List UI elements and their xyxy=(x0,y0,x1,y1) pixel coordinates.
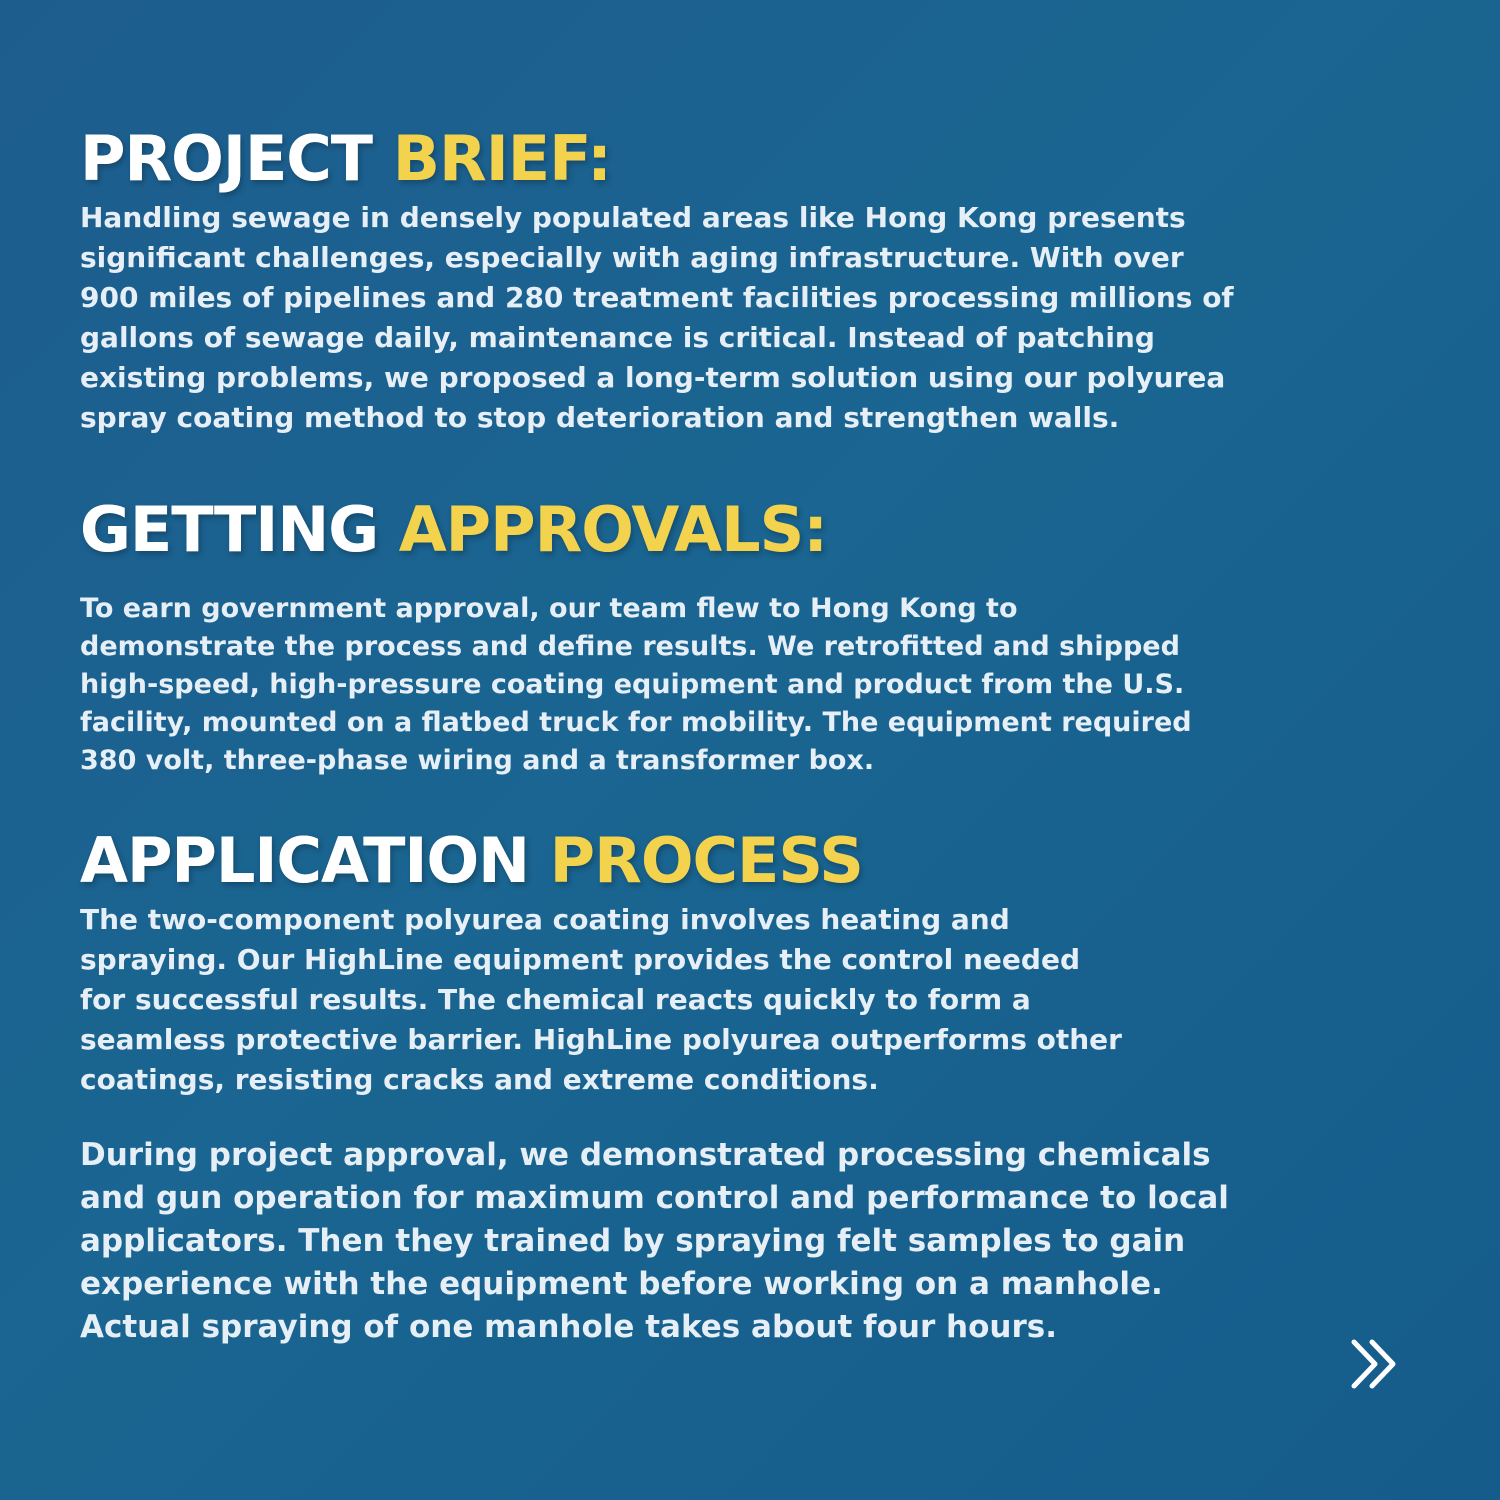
project-brief-heading xyxy=(80,122,1370,195)
text-line: 900 miles of pipelines and 280 treatment facilities processing millions of xyxy=(80,281,1234,314)
text-line: spraying. Our HighLine equipment provides the control needed xyxy=(80,943,1080,976)
heading-word-accent: PROCESS xyxy=(549,824,863,897)
application-process-text xyxy=(80,900,1370,1100)
text-line: high-speed, high-pressure coating equipment and product from the U.S. xyxy=(80,669,1185,700)
text-line: To earn government approval, our team flew to Hong Kong to xyxy=(80,593,1018,624)
text-line: spray coating method to stop deterioration and strengthen walls. xyxy=(80,401,1120,434)
text-line: coatings, resisting cracks and extreme conditions. xyxy=(80,1063,879,1096)
text-line: applicators. Then they trained by spraying felt samples to gain xyxy=(80,1223,1186,1259)
text-line: Actual spraying of one manhole takes about four hours. xyxy=(80,1309,1057,1345)
project-brief-text xyxy=(80,198,1370,438)
text-line: During project approval, we demonstrated processing chemicals xyxy=(80,1137,1211,1173)
training-paragraph xyxy=(80,1134,1380,1349)
application-process-section xyxy=(80,824,1370,1100)
double-chevron-right-icon xyxy=(1344,1334,1404,1394)
heading-word-primary: GETTING xyxy=(80,493,379,566)
text-line: existing problems, we proposed a long-term solution using our polyurea xyxy=(80,361,1226,394)
heading-word-accent: APPROVALS: xyxy=(398,493,828,566)
project-brief-section xyxy=(80,122,1370,438)
text-line: The two-component polyurea coating involves heating and xyxy=(80,903,1010,936)
text-line: demonstrate the process and define results. We retrofitted and shipped xyxy=(80,631,1180,662)
text-line: for successful results. The chemical reacts quickly to form a xyxy=(80,983,1031,1016)
heading-word-primary: PROJECT xyxy=(80,122,373,195)
text-line: 380 volt, three-phase wiring and a transformer box. xyxy=(80,745,875,776)
text-line: experience with the equipment before working on a manhole. xyxy=(80,1266,1163,1302)
text-line: and gun operation for maximum control and performance to local xyxy=(80,1180,1229,1216)
heading-word-accent: BRIEF: xyxy=(392,122,611,195)
getting-approvals-section xyxy=(80,493,1370,780)
application-process-heading xyxy=(80,824,1370,897)
text-line: significant challenges, especially with aging infrastructure. With over xyxy=(80,241,1184,274)
next-slide-button[interactable] xyxy=(1344,1334,1404,1394)
text-line: seamless protective barrier. HighLine polyurea outperforms other xyxy=(80,1023,1122,1056)
heading-word-primary: APPLICATION xyxy=(80,824,530,897)
text-line: facility, mounted on a flatbed truck for mobility. The equipment required xyxy=(80,707,1192,738)
getting-approvals-text xyxy=(80,590,1370,780)
text-line: gallons of sewage daily, maintenance is critical. Instead of patching xyxy=(80,321,1155,354)
getting-approvals-heading xyxy=(80,493,1370,566)
text-line: Handling sewage in densely populated areas like Hong Kong presents xyxy=(80,201,1186,234)
